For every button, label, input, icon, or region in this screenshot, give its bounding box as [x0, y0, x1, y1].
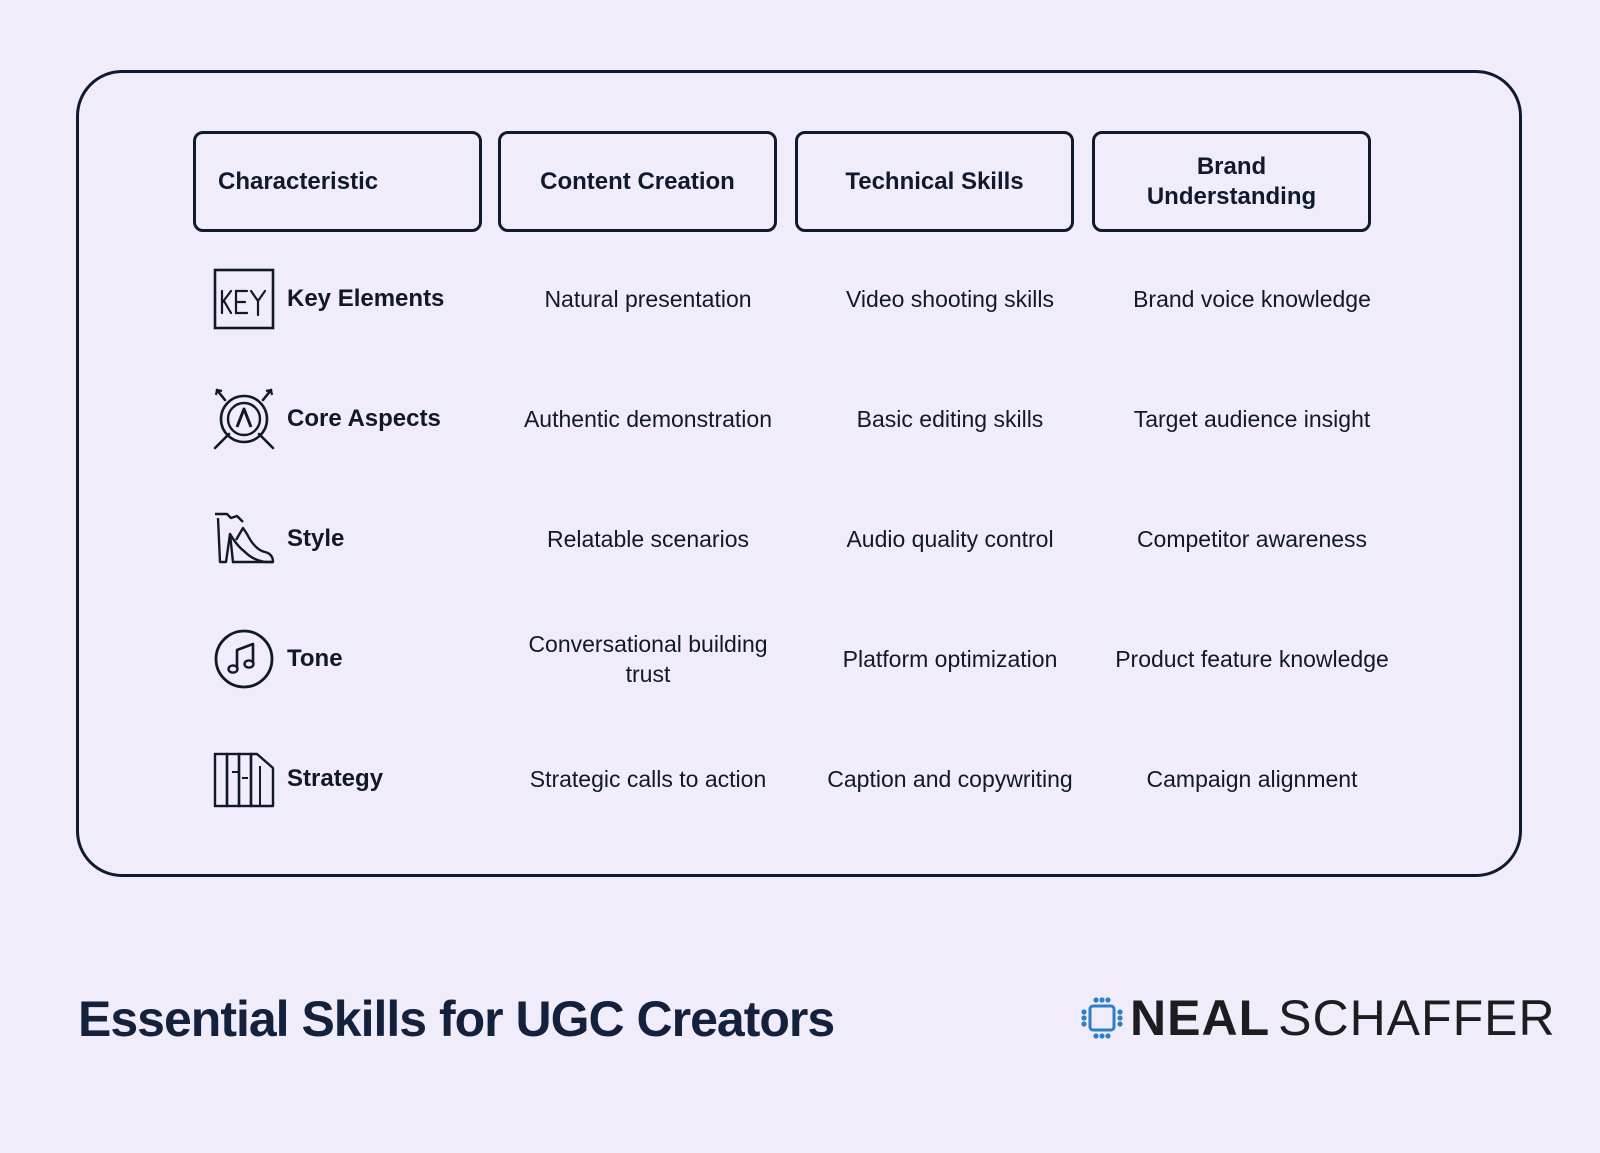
brand-name-bold: NEAL	[1130, 990, 1271, 1046]
brand-name-light: SCHAFFER	[1278, 990, 1556, 1046]
technical-skills-cell: Video shooting skills	[846, 286, 1054, 312]
content-creation-cell: Strategic calls to action	[529, 766, 767, 792]
technical-skills-cell: Basic editing skills	[856, 406, 1044, 432]
characteristic-label: Tone	[287, 645, 343, 672]
characteristic-label: Core Aspects	[287, 405, 441, 432]
header-technical-skills: Technical Skills	[795, 131, 1074, 232]
target-arrows-icon	[213, 388, 275, 450]
characteristic-label: Strategy	[287, 765, 384, 792]
characteristic-cell	[213, 629, 343, 689]
characteristic-cell	[213, 269, 444, 329]
brand-understanding-cell: Target audience insight	[1133, 406, 1371, 432]
header-characteristic: Characteristic	[193, 131, 482, 232]
content-creation-cell: Conversational building trust	[528, 631, 768, 687]
characteristic-cell	[213, 749, 383, 809]
header-content-creation: Content Creation	[498, 131, 777, 232]
table-row	[79, 259, 1519, 339]
characteristic-label: Style	[287, 525, 345, 552]
technical-skills-cell: Platform optimization	[842, 646, 1058, 672]
content-creation-cell: Relatable scenarios	[546, 526, 749, 552]
technical-skills-cell: Audio quality control	[846, 526, 1054, 552]
chip-logo-icon	[1080, 996, 1124, 1040]
characteristic-cell	[213, 509, 344, 569]
brand-understanding-cell: Brand voice knowledge	[1133, 286, 1371, 312]
brand-logo	[1080, 990, 1556, 1046]
technical-skills-cell: Caption and copywriting	[827, 766, 1073, 792]
table-row	[79, 379, 1519, 459]
table-row	[79, 739, 1519, 819]
table-row	[79, 619, 1519, 699]
characteristic-cell	[213, 389, 441, 449]
brand-understanding-cell: Product feature knowledge	[1115, 646, 1389, 672]
books-icon	[213, 748, 275, 810]
skills-table-card	[76, 70, 1522, 877]
brand-understanding-cell: Campaign alignment	[1146, 766, 1358, 792]
page-title: Essential Skills for UGC Creators	[78, 991, 835, 1047]
brand-understanding-cell: Competitor awareness	[1136, 526, 1368, 552]
high-heel-shoe-icon	[213, 508, 275, 570]
table-row	[79, 499, 1519, 579]
content-creation-cell: Natural presentation	[544, 286, 752, 312]
key-badge-icon	[213, 268, 275, 330]
music-note-icon	[213, 628, 275, 690]
header-brand-understanding: Brand Understanding	[1092, 131, 1371, 232]
content-creation-cell: Authentic demonstration	[523, 406, 773, 432]
characteristic-label: Key Elements	[287, 285, 445, 312]
